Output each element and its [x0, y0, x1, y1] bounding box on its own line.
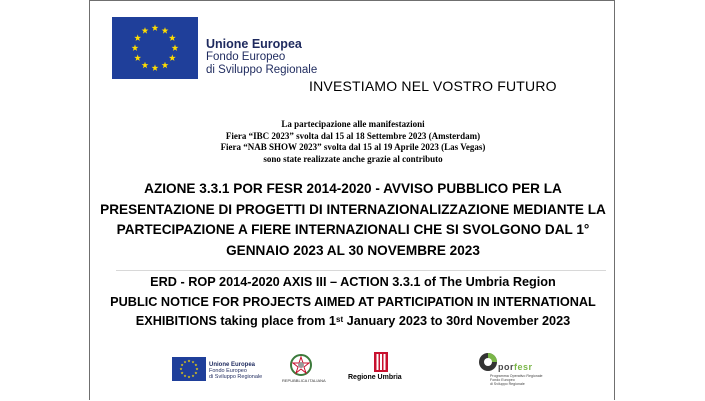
italian-notice: [90, 179, 616, 261]
italian-notice-line: PRESENTAZIONE DI PROGETTI DI INTERNAZIONALIZZAZIONE MEDIANTE LA: [100, 201, 606, 217]
participation-line: sono state realizzate anche grazie al contributo: [263, 153, 443, 164]
eu-logo-line: Fondo Europeo: [209, 368, 247, 374]
english-notice-text: January 2023 to 30rd November 2023: [343, 314, 571, 328]
eu-name: Unione Europea: [206, 37, 302, 51]
english-notice-line: PUBLIC NOTICE FOR PROJECTS AIMED AT PARTICIPATION IN INTERNATIONAL: [110, 294, 596, 309]
por-fesr-wordmark: [498, 362, 533, 372]
poster: [89, 0, 615, 400]
eu-fund-subtitle: di Sviluppo Regionale: [206, 64, 318, 76]
por-word: por: [498, 362, 514, 372]
participation-line: Fiera “IBC 2023” svolta dal 15 al 18 Settembre 2023 (Amsterdam): [225, 130, 481, 141]
eu-logo-line: di Sviluppo Regionale: [209, 374, 263, 380]
por-sub-line: Programma Operativo Regionale: [490, 374, 543, 378]
italian-republic-label: REPUBBLICA ITALIANA: [282, 378, 326, 383]
participation-line: Fiera “NAB SHOW 2023” svolta dal 15 al 19 Aprile 2023 (Las Vegas): [220, 142, 486, 152]
italian-notice-line: AZIONE 3.3.1 POR FESR 2014-2020 - AVVISO PUBBLICO PER LA: [144, 181, 562, 196]
english-notice: [90, 273, 616, 333]
por-fesr-emblem-icon: [478, 351, 498, 373]
fesr-word: fesr: [514, 362, 533, 372]
italian-notice-line: GENNAIO 2023 AL 30 NOVEMBRE 2023: [226, 242, 480, 258]
english-notice-line: ERD - ROP 2014-2020 AXIS III – ACTION 3.3.1 of The Umbria Region: [150, 275, 556, 289]
por-fesr-subtitle: [490, 374, 543, 386]
regione-umbria-logo: [348, 352, 410, 381]
participation-text: [90, 119, 616, 165]
umbria-emblem-icon: [374, 352, 388, 372]
eu-flag-icon: [112, 17, 198, 79]
ordinal-suffix: st: [336, 315, 344, 324]
italian-emblem-icon: [288, 353, 314, 377]
slogan: INVESTIAMO NEL VOSTRO FUTURO: [309, 78, 557, 94]
eu-logo-text: [209, 362, 262, 380]
eu-logo-line: Unione Europea: [209, 362, 256, 368]
italian-republic-logo: [282, 353, 326, 383]
eu-fund-name: Fondo Europeo: [206, 51, 286, 63]
eu-flag-small-icon: [172, 357, 206, 381]
por-fesr-logo: [478, 351, 543, 386]
divider: [116, 270, 606, 271]
participation-line: La partecipazione alle manifestazioni: [281, 119, 425, 129]
english-notice-text: EXHIBITIONS taking place from 1: [135, 314, 336, 328]
italian-notice-line: PARTECIPAZIONE A FIERE INTERNAZIONALI CHE SI SVOLGONO DAL 1°: [116, 222, 590, 237]
por-sub-line: di Sviluppo Regionale: [490, 382, 525, 386]
english-notice-line: [90, 312, 616, 333]
regione-umbria-label: Regione Umbria: [348, 374, 402, 381]
eu-fund-label: [206, 38, 317, 77]
logo-strip: [90, 349, 616, 401]
por-sub-line: Fondo Europeo: [490, 378, 515, 382]
